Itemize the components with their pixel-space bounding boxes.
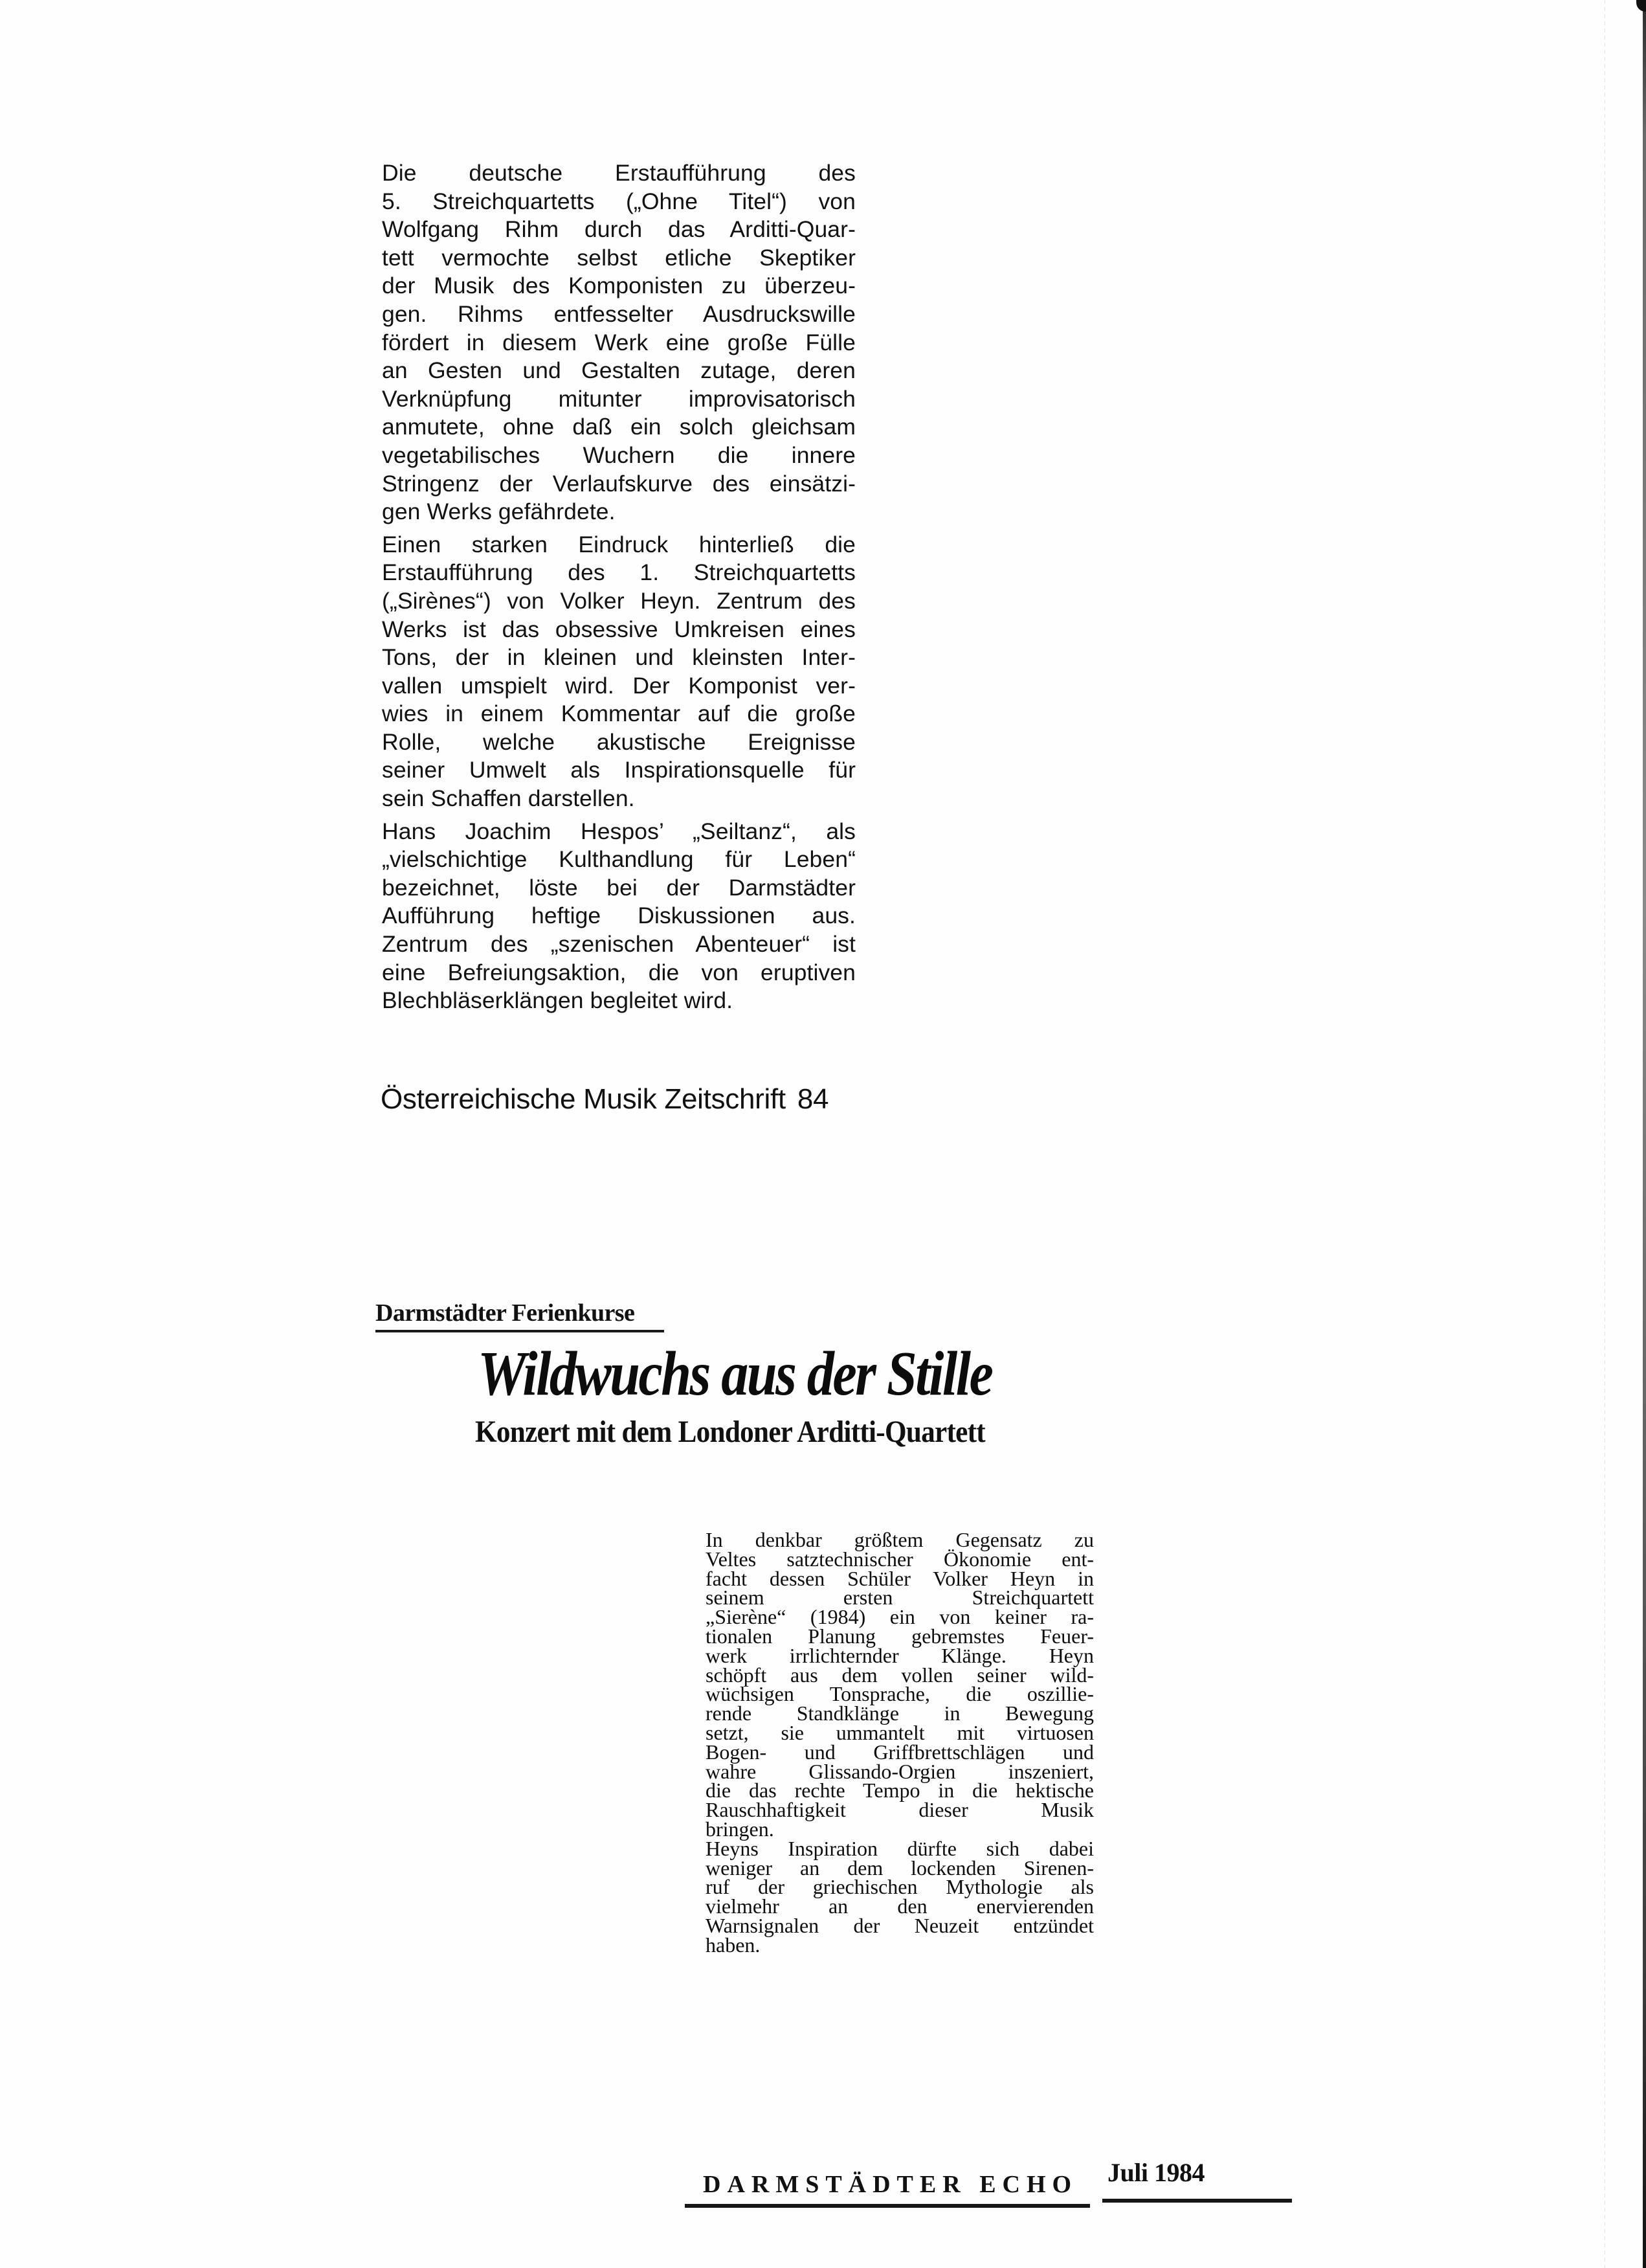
- text-line: Aufführung heftige Diskussionen aus.: [382, 903, 856, 929]
- article-kicker: Darmstädter Ferienkurse: [375, 1299, 664, 1332]
- text-line: Hans Joachim Hespos’ „Seiltanz“, als: [382, 818, 856, 844]
- omz-paragraph-1: [382, 159, 856, 526]
- text-line: seiner Umwelt als Inspirationsquelle für: [382, 757, 856, 783]
- text-line: sein Schaffen darstellen.: [382, 785, 635, 812]
- text-line: die das rechte Tempo in die hektische: [706, 1779, 1094, 1802]
- text-line: vegetabilisches Wuchern die innere: [382, 442, 856, 468]
- text-line: fördert in diesem Werk eine große Fülle: [382, 329, 856, 355]
- text-line: Veltes satztechnischer Ökonomie ent-: [706, 1547, 1094, 1571]
- text-line: rende Standklänge in Bewegung: [706, 1701, 1094, 1725]
- text-line: vallen umspielt wird. Der Komponist ver-: [382, 672, 856, 699]
- text-line: Erstaufführung des 1. Streichquartetts: [382, 559, 856, 586]
- text-line: Zentrum des „szenischen Abenteuer“ ist: [382, 931, 856, 958]
- text-line: haben.: [706, 1933, 761, 1957]
- text-line: an Gesten und Gestalten zutage, deren: [382, 357, 856, 384]
- omz-paragraph-2: [382, 531, 856, 813]
- text-line: Einen starken Eindruck hinterließ die: [382, 531, 856, 557]
- text-line: weniger an dem lockenden Sirenen-: [706, 1856, 1094, 1880]
- text-line: bringen.: [706, 1817, 774, 1841]
- article-headline: Wildwuchs aus der Stille: [478, 1339, 992, 1409]
- omz-paragraph-3: [382, 818, 856, 1015]
- text-line: der Musik des Komponisten zu überzeu-: [382, 273, 856, 299]
- article-subheadline: Konzert mit dem Londoner Arditti-Quartett: [475, 1415, 985, 1449]
- text-line: „vielschichtige Kulthandlung für Leben“: [382, 846, 856, 873]
- echo-paragraph-2: [706, 1836, 1094, 1957]
- text-line: tett vermochte selbst etliche Skeptiker: [382, 244, 856, 271]
- text-line: 5. Streichquartetts („Ohne Titel“) von: [382, 188, 856, 214]
- text-line: Rolle, welche akustische Ereignisse: [382, 728, 856, 755]
- text-line: gen. Rihms entfesselter Ausdruckswille: [382, 300, 856, 327]
- text-line: wies in einem Kommentar auf die große: [382, 701, 856, 727]
- text-line: Stringenz der Verlaufskurve des einsätzi-: [382, 470, 856, 497]
- text-line: schöpft aus dem vollen seiner wild-: [706, 1663, 1094, 1687]
- text-line: In denkbar größtem Gegensatz zu: [706, 1528, 1094, 1551]
- omz-source-line: [381, 1083, 829, 1116]
- text-line: Rauschhaftigkeit dieser Musik: [706, 1798, 1094, 1822]
- text-line: Bogen- und Griffbrettschlägen und: [706, 1740, 1094, 1764]
- text-line: Tons, der in kleinen und kleinsten Inter-: [382, 644, 856, 671]
- text-line: Blechbläserklängen begleitet wird.: [382, 987, 733, 1014]
- text-line: anmutete, ohne daß ein solch gleichsam: [382, 414, 856, 440]
- publication-date: Juli 1984: [1102, 2159, 1292, 2203]
- text-line: ruf der griechischen Mythologie als: [706, 1875, 1094, 1899]
- text-line: eine Befreiungsaktion, die von eruptiven: [382, 959, 856, 985]
- text-line: Wolfgang Rihm durch das Arditti-Quar-: [382, 216, 856, 243]
- text-line: setzt, sie ummantelt mit virtuosen: [706, 1720, 1094, 1744]
- text-line: tionalen Planung gebremstes Feuer-: [706, 1624, 1094, 1648]
- text-line: („Sirènes“) von Volker Heyn. Zentrum des: [382, 587, 856, 614]
- newspaper-name: DARMSTÄDTER ECHO: [685, 2170, 1090, 2208]
- text-line: Heyns Inspiration dürfte sich dabei: [706, 1836, 1094, 1860]
- text-line: wüchsigen Tonsprache, die oszillie-: [706, 1682, 1094, 1706]
- echo-article-body: [706, 1528, 1094, 1957]
- text-line: gen Werks gefährdete.: [382, 499, 616, 525]
- text-line: facht dessen Schüler Volker Heyn in: [706, 1566, 1094, 1590]
- echo-paragraph-1: [706, 1528, 1094, 1841]
- text-line: vielmehr an den enervierenden: [706, 1894, 1094, 1918]
- text-line: „Sierène“ (1984) ein von keiner ra-: [706, 1605, 1094, 1629]
- omz-article-body: [382, 159, 856, 1020]
- text-line: seinem ersten Streichquartett: [706, 1586, 1094, 1610]
- text-line: werk irrlichternder Klänge. Heyn: [706, 1643, 1094, 1667]
- text-line: wahre Glissando-Orgien inszeniert,: [706, 1759, 1094, 1783]
- omz-issue-number: 84: [797, 1083, 829, 1115]
- scan-page-edge: [1643, 0, 1646, 2268]
- text-line: Werks ist das obsessive Umkreisen eines: [382, 616, 856, 642]
- text-line: Verknüpfung mitunter improvisatorisch: [382, 385, 856, 412]
- text-line: Warnsignalen der Neuzeit entzündet: [706, 1913, 1094, 1937]
- scan-corner-shadow: [1636, 0, 1646, 12]
- omz-publication-name: Österreichische Musik Zeitschrift: [381, 1083, 786, 1115]
- text-line: Die deutsche Erstaufführung des: [382, 160, 856, 186]
- text-line: bezeichnet, löste bei der Darmstädter: [382, 874, 856, 901]
